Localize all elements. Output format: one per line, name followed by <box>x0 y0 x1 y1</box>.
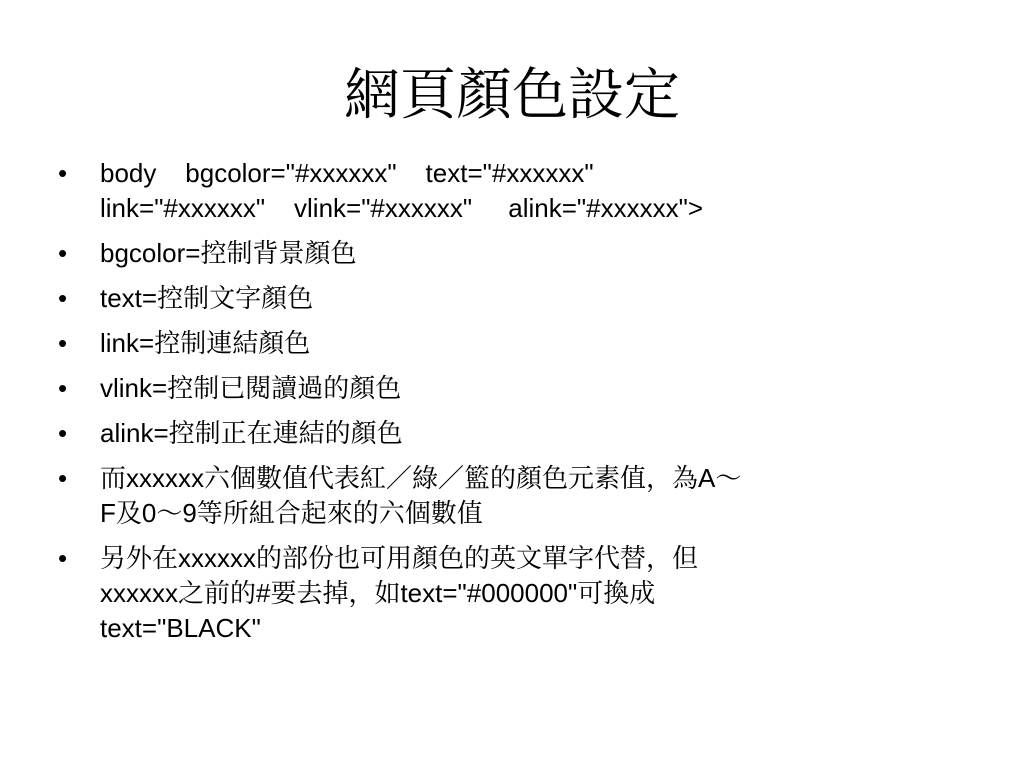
bullet-text-line: xxxxxx之前的#要去掉，如text="#000000"可換成 <box>100 578 656 608</box>
bullet-icon: • <box>58 158 68 188</box>
slide-title: 網頁顏色設定 <box>344 65 680 127</box>
bullet-text-line: F及0～9等所組合起來的六個數值 <box>100 498 483 528</box>
bullet-item-bgcolor <box>58 236 958 271</box>
bullet-item-vlink <box>58 371 958 406</box>
bullet-icon: • <box>58 373 68 403</box>
bullet-icon: • <box>58 328 68 358</box>
bullet-text-line: link=控制連結顏色 <box>100 328 311 358</box>
bullet-text-line: 而xxxxxx六個數值代表紅／綠／籃的顏色元素值，為A～ <box>100 463 742 493</box>
bullet-item-alink <box>58 416 958 451</box>
bullet-text-line: body bgcolor="#xxxxxx" text="#xxxxxx" <box>100 158 594 188</box>
bullet-item-link <box>58 326 958 361</box>
bullet-icon: • <box>58 238 68 268</box>
bullet-icon: • <box>58 543 68 573</box>
bullet-text-line: alink=控制正在連結的顏色 <box>100 418 403 448</box>
bullet-item-hex-explanation <box>58 461 958 531</box>
bullet-text-line: text="BLACK" <box>100 613 261 643</box>
bullet-item-text <box>58 281 958 316</box>
bullet-item-color-names <box>58 541 958 646</box>
bullet-item-body-tag <box>58 156 958 226</box>
bullet-icon: • <box>58 463 68 493</box>
bullet-text-line: 另外在xxxxxx的部份也可用顏色的英文單字代替，但 <box>100 543 699 573</box>
bullet-icon: • <box>58 418 68 448</box>
bullet-text-line: vlink=控制已閱讀過的顏色 <box>100 373 402 403</box>
bullet-text-line: text=控制文字顏色 <box>100 283 314 313</box>
bullet-icon: • <box>58 283 68 313</box>
bullet-text-line: link="#xxxxxx" vlink="#xxxxxx" alink="#xxxxxx"> <box>100 193 704 223</box>
bullet-text-line: bgcolor=控制背景顏色 <box>100 238 357 268</box>
bullet-list <box>58 156 958 656</box>
